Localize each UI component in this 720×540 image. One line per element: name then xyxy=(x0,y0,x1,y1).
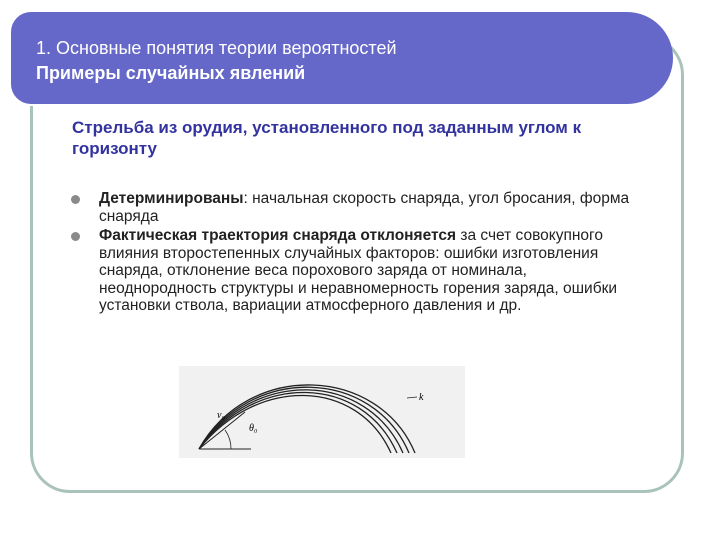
header-title: 1. Основные понятия теории вероятностей xyxy=(36,38,397,58)
trajectory-figure xyxy=(179,366,465,458)
angle-label: θ₀ xyxy=(249,423,258,434)
bullet-item xyxy=(70,227,630,315)
header-banner xyxy=(11,12,673,104)
bullet-text: : начальная скорость снаряда, угол бросания, форма снаряда xyxy=(99,190,630,225)
header-divider xyxy=(24,104,647,106)
header-subtitle: Примеры случайных явлений xyxy=(36,63,306,83)
bullet-icon xyxy=(71,195,80,204)
bullet-bold-text: Фактическая траектория снаряда отклоняется xyxy=(99,227,457,244)
bullet-text: за счет совокупного влияния второстепенных случайных факторов: ошибки изготовления снаряда, отклонение веса порохового заряда от номинала, неоднородность структуры и неравномерность горения заряда, ошибки установки ствола, вариации атмосферного давления и др. xyxy=(99,227,618,314)
k-label: k xyxy=(419,392,424,403)
bullet-icon xyxy=(71,232,80,241)
slide-heading: Стрельба из орудия, установленного под заданным углом к горизонту xyxy=(72,118,582,158)
velocity-label: v₀ xyxy=(217,410,225,421)
bullet-bold-text: Детерминированы xyxy=(99,190,244,207)
bullet-list xyxy=(70,190,630,317)
bullet-item xyxy=(70,190,630,225)
